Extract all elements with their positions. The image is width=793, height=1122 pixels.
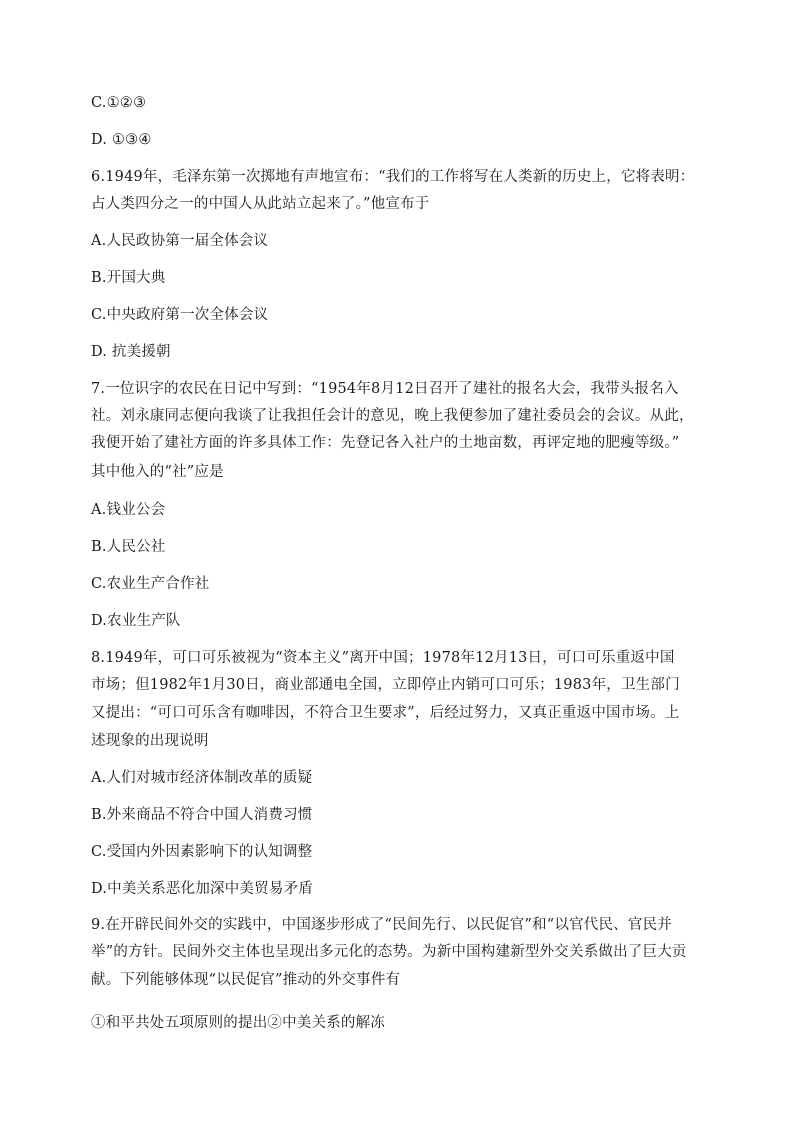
option-c-q5: C.①②③ xyxy=(91,95,147,111)
option-c-q6: C.中央政府第一次全体会议 xyxy=(91,307,269,323)
question-7-line-4: 其中他入的“社”应是 xyxy=(91,464,224,480)
question-9-line-1: 9.在开辟民间外交的实践中，中国逐步形成了“民间先行、以民促官”和“以官代民、官民并 xyxy=(91,917,672,933)
question-8-line-2: 市场；但1982年1月30日，商业部通电全国，立即停止内销可口可乐；1983年，卫生部门 xyxy=(91,677,680,693)
question-9-line-3: 献。下列能够体现“以民促官”推动的外交事件有 xyxy=(91,972,401,988)
question-8-line-1: 8.1949年，可口可乐被视为“资本主义”离开中国；1978年12月13日，可口可乐重返中国 xyxy=(91,650,675,666)
option-b-q7: B.人民公社 xyxy=(91,539,166,555)
option-d-q5: D. ①③④ xyxy=(91,132,152,148)
option-c-q7: C.农业生产合作社 xyxy=(91,576,210,592)
question-7-line-2: 社。刘永康同志便向我谈了让我担任会计的意见，晚上我便参加了建社委员会的会议。从此， xyxy=(91,408,694,424)
option-a-q6: A.人民政协第一届全体会议 xyxy=(91,233,269,249)
question-7-line-3: 我便开始了建社方面的许多具体工作：先登记各入社户的土地亩数，再评定地的肥瘦等级。” xyxy=(91,435,680,451)
question-7-line-1: 7.一位识字的农民在日记中写到：“1954年8月12日召开了建社的报名大会，我带头报名入 xyxy=(91,381,679,397)
question-8-line-3: 又提出：“可口可乐含有咖啡因，不符合卫生要求”，后经过努力，又真正重返中国市场。上 xyxy=(91,705,680,721)
option-d-q7: D.农业生产队 xyxy=(91,613,181,629)
option-c-q8: C.受国内外因素影响下的认知调整 xyxy=(91,844,313,860)
option-a-q7: A.钱业公会 xyxy=(91,502,166,518)
option-b-q6: B.开国大典 xyxy=(91,270,166,286)
question-6-line-1: 6.1949年，毛泽东第一次掷地有声地宣布：“我们的工作将写在人类新的历史上，它将表明： xyxy=(91,169,695,185)
question-9-line-2: 举”的方针。民间外交主体也呈现出多元化的态势。为新中国构建新型外交关系做出了巨大贡 xyxy=(91,944,687,960)
option-d-q6: D. 抗美援朝 xyxy=(91,344,171,360)
question-8-line-4: 述现象的出现说明 xyxy=(91,733,209,749)
option-d-q8: D.中美关系恶化加深中美贸易矛盾 xyxy=(91,881,313,897)
question-9-line-4: ①和平共处五项原则的提出②中美关系的解冻 xyxy=(91,1015,385,1031)
option-b-q8: B.外来商品不符合中国人消费习惯 xyxy=(91,807,313,823)
question-6-line-2: 占人类四分之一的中国人从此站立起来了。”他宣布于 xyxy=(91,196,430,212)
option-a-q8: A.人们对城市经济体制改革的质疑 xyxy=(91,770,313,786)
